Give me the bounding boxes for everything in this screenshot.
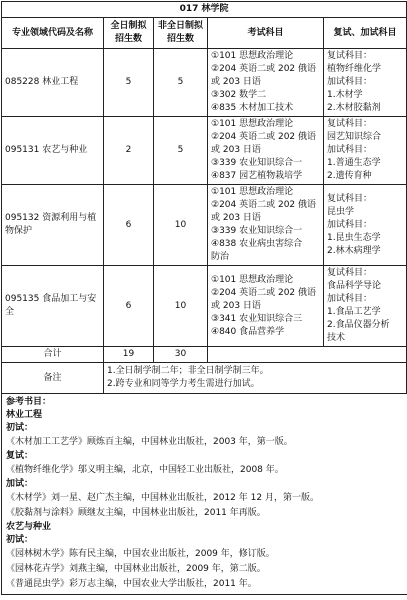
parttime-cell: 5 <box>154 49 208 117</box>
retest-line: 2.食品仪器分析 <box>327 320 390 330</box>
exam-line: 或 203 日语 <box>211 77 261 87</box>
retest-line: 2.木材胶黏剂 <box>327 103 381 113</box>
retest-line: 植物纤维化学 <box>327 64 382 74</box>
document-page <box>1 1 406 598</box>
reference-heading: 复试： <box>6 451 34 461</box>
exam-line: ③339 农业知识综合一 <box>211 158 303 168</box>
major-cell: 095131 农艺与种业 <box>2 117 104 185</box>
reference-entry: 《普通昆虫学》彩万志主编，中国农业大学出版社，2011 年。 <box>6 579 257 589</box>
retest-line: 2.遗传育种 <box>327 171 372 181</box>
fulltime-cell: 6 <box>104 185 154 266</box>
retest-line: 1.普通生态学 <box>327 158 381 168</box>
major-cell: 095132 资源利用与植物保护 <box>2 185 104 266</box>
fulltime-cell: 6 <box>104 266 154 347</box>
retest-line: 1.食品工艺学 <box>327 307 381 317</box>
exam-cell <box>208 266 324 347</box>
exam-cell <box>208 117 324 185</box>
retest-cell <box>324 266 407 347</box>
exam-line: ②204 英语二或 202 俄语 <box>211 200 317 210</box>
total-label: 合计 <box>2 347 104 363</box>
exam-line: ④835 木材加工技术 <box>211 103 294 113</box>
exam-line: ①101 思想政治理论 <box>211 274 294 285</box>
exam-line: 防治 <box>211 252 230 262</box>
exam-line: ④837 园艺植物栽培学 <box>211 171 303 181</box>
admissions-table <box>1 1 407 394</box>
exam-line: ①101 思想政治理论 <box>211 51 294 61</box>
retest-cell <box>324 117 407 185</box>
table-row <box>2 117 407 185</box>
header-retest: 复试、加试科目 <box>324 18 407 49</box>
retest-line: 食品科学导论 <box>327 281 382 291</box>
title-row <box>2 2 407 18</box>
retest-line: 复试科目： <box>327 193 373 204</box>
total-fulltime: 19 <box>104 347 154 363</box>
header-major: 专业领域代码及名称 <box>2 18 104 49</box>
retest-line: 加试科目： <box>327 77 373 87</box>
reference-heading: 初试： <box>6 535 34 545</box>
retest-cell <box>324 49 407 117</box>
retest-line: 昆虫学 <box>327 206 355 217</box>
reference-entry: 《园林花卉学》刘燕主编，中国林业出版社，2009 年，第二版。 <box>6 564 266 574</box>
reference-entry: 《园林树木学》陈有民主编，中国农业出版社，2009 年，修订版。 <box>6 549 275 559</box>
remarks-line: 1.全日制学制二年；非全日制学制三年。 <box>107 366 269 376</box>
table-row <box>2 266 407 347</box>
remarks-row <box>2 363 407 394</box>
header-fulltime: 全日制拟招生数 <box>104 18 154 49</box>
retest-line: 园艺知识综合 <box>327 132 382 142</box>
reference-entry: 《木材学》刘一星、赵广杰主编，中国林业出版社，2012 年 12 月，第一版。 <box>6 493 319 503</box>
total-parttime: 30 <box>154 347 208 363</box>
table-body <box>2 49 407 347</box>
exam-line: 或 203 日语 <box>211 213 261 223</box>
fulltime-cell: 2 <box>104 117 154 185</box>
fulltime-cell: 5 <box>104 49 154 117</box>
retest-line: 2.林木病理学 <box>327 245 381 256</box>
table-title: 017 林学院 <box>2 2 407 18</box>
reference-entry: 《胶黏剂与涂料》顾继友主编，中国林业出版社，2011 年再版。 <box>6 508 266 518</box>
remarks-text <box>104 363 407 394</box>
remarks-label: 备注 <box>2 363 104 394</box>
exam-line: ④840 食品营养学 <box>211 326 285 337</box>
reference-heading: 初试： <box>6 423 34 433</box>
retest-line: 技术 <box>327 333 346 343</box>
parttime-cell: 10 <box>154 266 208 347</box>
remarks-line: 2.跨专业和同等学力考生需进行加试。 <box>107 379 260 389</box>
total-empty <box>208 347 407 363</box>
exam-line: ④838 农业病虫害综合 <box>211 239 303 249</box>
exam-line: ③341 农业知识综合三 <box>211 313 303 324</box>
table-row <box>2 185 407 266</box>
exam-cell <box>208 185 324 266</box>
table-row <box>2 49 407 117</box>
exam-line: ①101 思想政治理论 <box>211 119 294 129</box>
reference-heading: 农艺与种业 <box>6 522 52 532</box>
major-cell: 095135 食品加工与安全 <box>2 266 104 347</box>
retest-line: 复试科目： <box>327 51 373 61</box>
header-parttime: 非全日制拟招生数 <box>154 18 208 49</box>
exam-line: 或 203 日语 <box>211 145 261 155</box>
parttime-cell: 10 <box>154 185 208 266</box>
retest-line: 1.木材学 <box>327 90 363 100</box>
exam-line: ②204 英语二或 202 俄语 <box>211 287 317 298</box>
major-cell: 085228 林业工程 <box>2 49 104 117</box>
header-exam: 考试科目 <box>208 18 324 49</box>
exam-line: ②204 英语二或 202 俄语 <box>211 64 317 74</box>
retest-line: 复试科目： <box>327 119 373 129</box>
exam-line: ②204 英语二或 202 俄语 <box>211 132 317 142</box>
exam-line: 或 203 日语 <box>211 300 261 311</box>
parttime-cell: 5 <box>154 117 208 185</box>
retest-line: 加试科目： <box>327 145 373 155</box>
exam-cell <box>208 49 324 117</box>
reference-entry: 《木材加工工艺学》顾炼百主编，中国林业出版社，2003 年，第一版。 <box>6 437 293 447</box>
retest-line: 加试科目： <box>327 219 373 230</box>
exam-line: ③339 农业知识综合一 <box>211 226 303 236</box>
reference-heading: 参考书目： <box>6 397 52 407</box>
total-row <box>2 347 407 363</box>
retest-line: 1.昆虫生态学 <box>327 232 381 243</box>
reference-entry: 《植物纤维化学》邬义明主编，北京，中国轻工业出版社，2008 年。 <box>6 465 284 475</box>
references-section <box>1 394 407 595</box>
reference-heading: 林业工程 <box>6 410 43 420</box>
header-row <box>2 18 407 49</box>
retest-cell <box>324 185 407 266</box>
retest-line: 加试科目： <box>327 294 373 304</box>
reference-heading: 加试： <box>6 479 34 489</box>
exam-line: ①101 思想政治理论 <box>211 187 294 197</box>
exam-line: ③302 数学二 <box>211 90 267 100</box>
retest-line: 复试科目： <box>327 268 373 278</box>
